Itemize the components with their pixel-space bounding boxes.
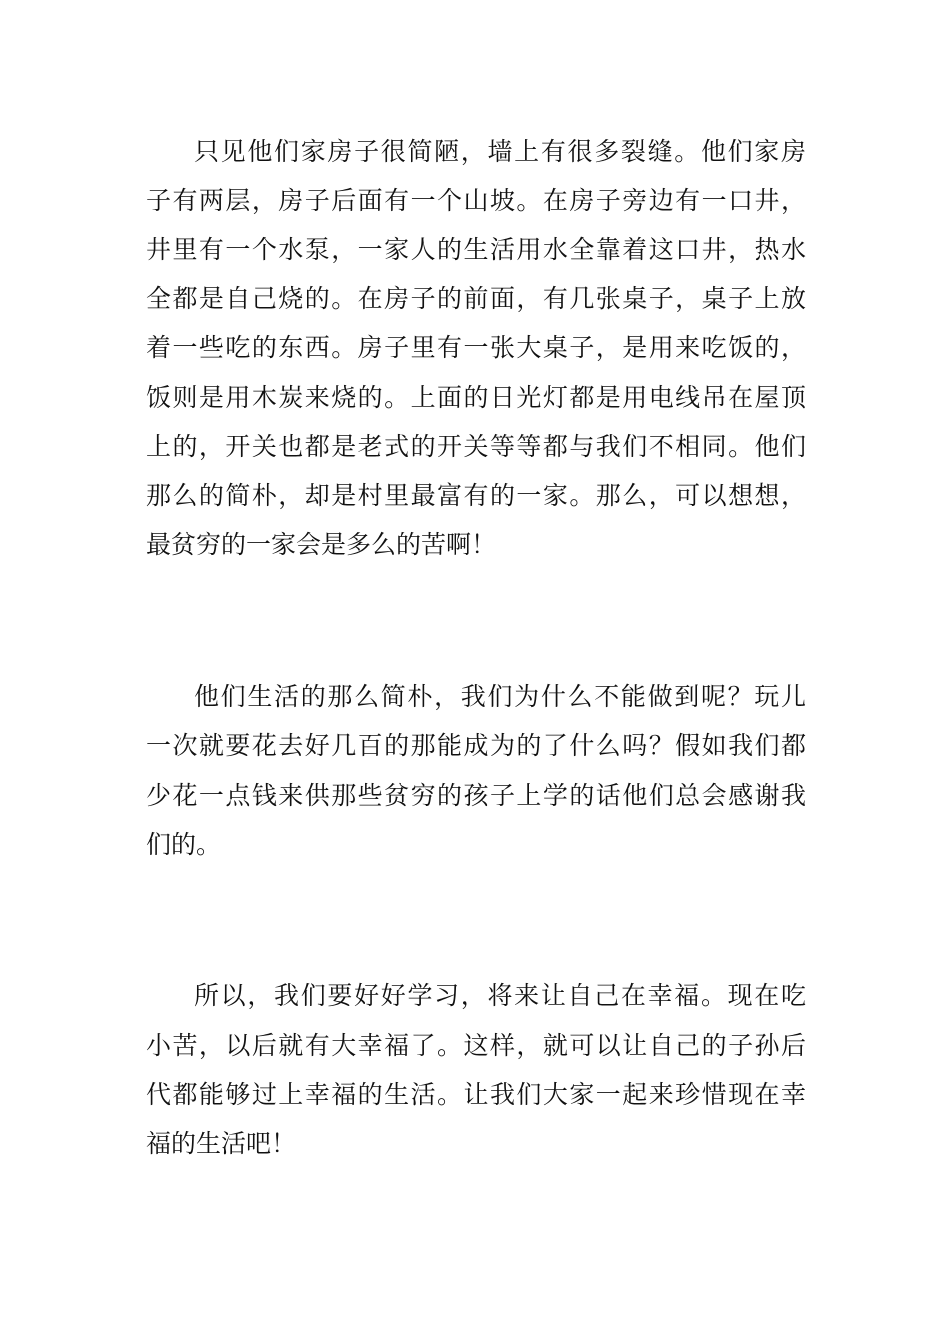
paragraph-line: 着一些吃的东西。房子里有一张大桌子，是用来吃饭的， bbox=[146, 333, 806, 362]
paragraph-line: 全都是自己烧的。在房子的前面，有几张桌子，桌子上放 bbox=[146, 284, 806, 313]
paragraph-line: 最贫穷的一家会是多么的苦啊！ bbox=[146, 530, 497, 559]
paragraph-line: 们的。 bbox=[146, 830, 222, 859]
paragraph-line: 子有两层，房子后面有一个山坡。在房子旁边有一口井， bbox=[146, 186, 806, 215]
paragraph-line: 所以，我们要好好学习，将来让自己在幸福。现在吃 bbox=[194, 981, 806, 1010]
paragraph-line: 福的生活吧！ bbox=[146, 1129, 297, 1158]
paragraph-line: 小苦，以后就有大幸福了。这样，就可以让自己的子孙后 bbox=[146, 1031, 806, 1060]
paragraph-line: 上的，开关也都是老式的开关等等都与我们不相同。他们 bbox=[146, 432, 806, 461]
paragraph-line: 那么的简朴，却是村里最富有的一家。那么，可以想想， bbox=[146, 481, 806, 510]
paragraph-line: 一次就要花去好几百的那能成为的了什么吗？假如我们都 bbox=[146, 731, 806, 760]
paragraph-line: 井里有一个水泵，一家人的生活用水全靠着这口井，热水 bbox=[146, 235, 806, 264]
paragraph-line: 少花一点钱来供那些贫穷的孩子上学的话他们总会感谢我 bbox=[146, 781, 806, 810]
paragraph-line: 他们生活的那么简朴，我们为什么不能做到呢？玩儿 bbox=[194, 682, 806, 711]
paragraph-line: 只见他们家房子很简陋，墙上有很多裂缝。他们家房 bbox=[194, 137, 806, 166]
paragraph-line: 代都能够过上幸福的生活。让我们大家一起来珍惜现在幸 bbox=[146, 1080, 806, 1109]
paragraph-line: 饭则是用木炭来烧的。上面的日光灯都是用电线吊在屋顶 bbox=[146, 383, 806, 412]
